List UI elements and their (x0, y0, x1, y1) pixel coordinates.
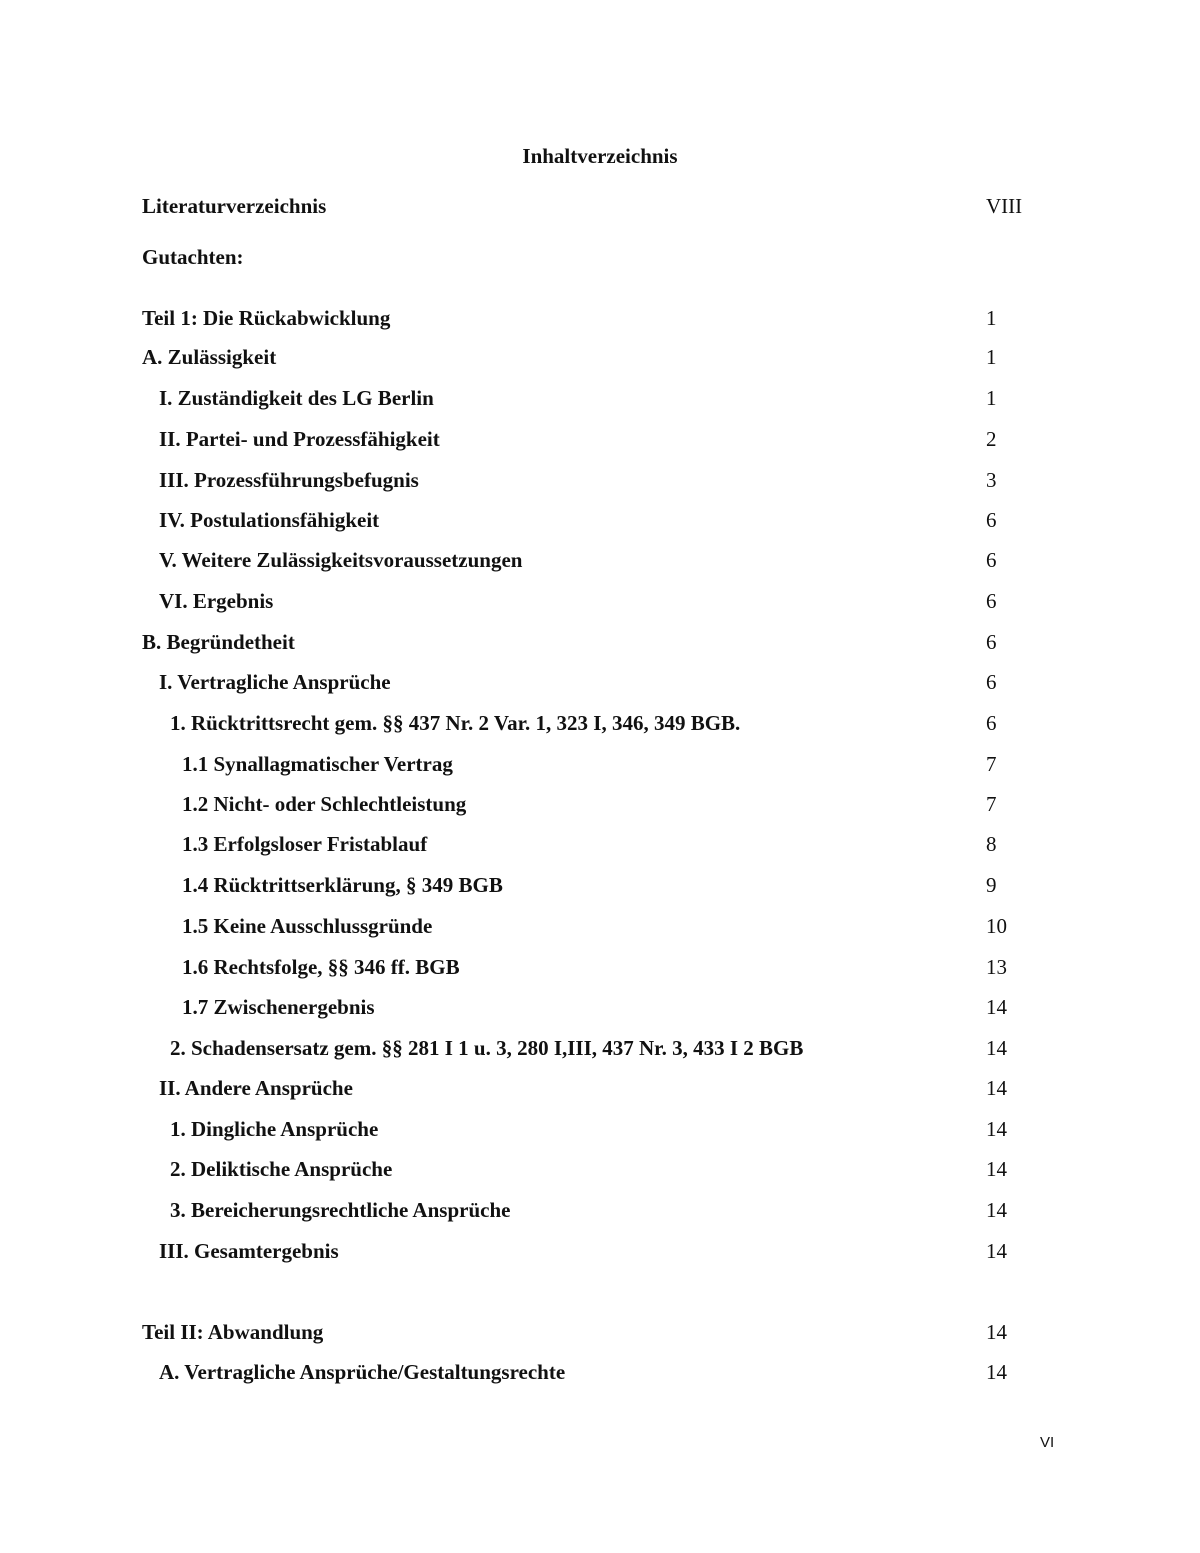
toc-entry-1-7 (142, 993, 1042, 1021)
toc-entry-label: 2. Schadensersatz gem. §§ 281 I 1 u. 3, 280 I,III, 437 Nr. 3, 433 I 2 BGB (170, 1036, 804, 1060)
toc-entry-label: Literaturverzeichnis (142, 194, 327, 218)
toc-entry-page: 14 (986, 1198, 1007, 1222)
toc-entry-label: A. Vertragliche Ansprüche/Gestaltungsrechte (159, 1360, 566, 1384)
toc-entry-label: V. Weitere Zulässigkeitsvoraussetzungen (159, 548, 523, 572)
toc-entry-ruecktrittsrecht (142, 709, 1042, 737)
toc-entry-label: 2. Deliktische Ansprüche (170, 1157, 393, 1181)
toc-title: Inhaltverzeichnis (522, 144, 678, 168)
toc-entry-label: II. Partei- und Prozessfähigkeit (159, 427, 440, 451)
toc-entry-page: 6 (986, 508, 997, 532)
toc-entry-label: Gutachten: (142, 245, 244, 269)
toc-entry-gutachten (142, 243, 1042, 271)
toc-entry-label: 1. Rücktrittsrecht gem. §§ 437 Nr. 2 Var. 1, 323 I, 346, 349 BGB. (170, 711, 741, 735)
toc-entry-page: 1 (986, 345, 997, 369)
toc-entry-page: VIII (986, 194, 1023, 218)
toc-entry-label: Teil II: Abwandlung (142, 1320, 324, 1344)
toc-entry-label: I. Vertragliche Ansprüche (159, 670, 391, 694)
toc-entry-page: 6 (986, 630, 997, 654)
toc-entry-dingliche-ansprueche (142, 1115, 1042, 1143)
toc-entry-1-5 (142, 912, 1042, 940)
toc-entry-deliktische-ansprueche (142, 1155, 1042, 1183)
toc-entry-bereicherungsrecht (142, 1196, 1042, 1224)
toc-entry-zulaessigkeit (142, 343, 1042, 371)
toc-entry-schadensersatz (142, 1034, 1042, 1062)
toc-entry-zustaendigkeit (142, 384, 1042, 412)
toc-entry-literaturverzeichnis (142, 192, 1042, 220)
toc-entry-gesamtergebnis (142, 1237, 1042, 1265)
toc-entry-partei-prozessfaehigkeit (142, 425, 1042, 453)
toc-entry-page: 14 (986, 1117, 1007, 1141)
toc-entry-label: III. Prozessführungsbefugnis (159, 468, 419, 492)
toc-entry-page: 8 (986, 832, 997, 856)
toc-entry-vertragliche-ansprueche (142, 668, 1042, 696)
toc-entry-label: 1.5 Keine Ausschlussgründe (182, 914, 433, 938)
toc-entry-page: 3 (986, 468, 997, 492)
toc-entry-label: III. Gesamtergebnis (159, 1239, 339, 1263)
toc-entry-label: A. Zulässigkeit (142, 345, 277, 369)
toc-entry-1-6 (142, 953, 1042, 981)
toc-entry-1-3 (142, 830, 1042, 858)
toc-entry-page: 6 (986, 711, 997, 735)
toc-entry-page: 6 (986, 670, 997, 694)
toc-entry-gestaltungsrechte (142, 1358, 1042, 1386)
toc-entry-ergebnis (142, 587, 1042, 615)
toc-entry-page: 13 (986, 955, 1007, 979)
toc-entry-1-4 (142, 871, 1042, 899)
toc-entry-label: B. Begründetheit (142, 630, 295, 654)
toc-entry-label: Teil 1: Die Rückabwicklung (142, 306, 391, 330)
toc-entry-begruendetheit (142, 628, 1042, 656)
toc-entry-page: 10 (986, 914, 1007, 938)
toc-entry-page: 14 (986, 1360, 1007, 1384)
toc-entry-weitere-voraussetzungen (142, 546, 1042, 574)
toc-entry-teil-2 (142, 1318, 1042, 1346)
toc-entry-1-2 (142, 790, 1042, 818)
toc-entry-prozessfuehrungsbefugnis (142, 466, 1042, 494)
toc-entry-label: IV. Postulationsfähigkeit (159, 508, 380, 532)
toc-entry-label: 1.6 Rechtsfolge, §§ 346 ff. BGB (182, 955, 460, 979)
toc-entry-page: 14 (986, 1239, 1007, 1263)
toc-entry-label: I. Zuständigkeit des LG Berlin (159, 386, 434, 410)
toc-entry-label: 1.4 Rücktrittserklärung, § 349 BGB (182, 873, 503, 897)
toc-entry-page: 7 (986, 792, 997, 816)
toc-entry-page: 2 (986, 427, 997, 451)
toc-entry-label: II. Andere Ansprüche (159, 1076, 353, 1100)
toc-entry-teil-1 (142, 304, 1042, 332)
toc-entry-postulationsfaehigkeit (142, 506, 1042, 534)
footer-page-number: VI (1040, 1434, 1055, 1451)
toc-entry-label: 1.7 Zwischenergebnis (182, 995, 375, 1019)
toc-entry-page: 14 (986, 1076, 1007, 1100)
toc-entry-page: 14 (986, 1320, 1007, 1344)
toc-entry-1-1 (142, 750, 1042, 778)
toc-entry-label: 1. Dingliche Ansprüche (170, 1117, 379, 1141)
toc-entry-page: 1 (986, 386, 997, 410)
toc-entry-label: 1.3 Erfolgsloser Fristablauf (182, 832, 428, 856)
toc-entry-page: 14 (986, 995, 1007, 1019)
toc-entry-label: VI. Ergebnis (159, 589, 274, 613)
toc-entry-page: 7 (986, 752, 997, 776)
toc-entry-label: 1.1 Synallagmatischer Vertrag (182, 752, 453, 776)
toc-entry-page: 14 (986, 1157, 1007, 1181)
toc-entry-page: 6 (986, 589, 997, 613)
toc-entry-page: 9 (986, 873, 997, 897)
toc-entry-andere-ansprueche (142, 1074, 1042, 1102)
toc-entry-page: 6 (986, 548, 997, 572)
toc-entry-page: 1 (986, 306, 997, 330)
toc-entry-label: 3. Bereicherungsrechtliche Ansprüche (170, 1198, 511, 1222)
toc-entry-label: 1.2 Nicht- oder Schlechtleistung (182, 792, 467, 816)
toc-entry-page: 14 (986, 1036, 1007, 1060)
